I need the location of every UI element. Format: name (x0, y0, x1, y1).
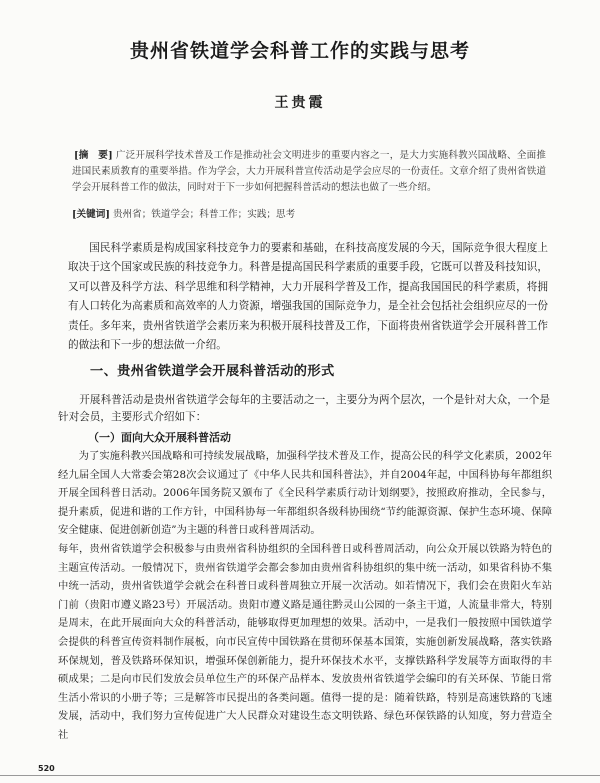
abstract-label: [摘 要] (74, 150, 113, 161)
intro-paragraph-block (68, 239, 548, 355)
article-author: 王贵霞 (274, 95, 326, 111)
intro-paragraph: 国民科学素质是构成国家科技竞争力的要素和基础，在科技高度发展的今天，国际竞争很大程度上取决于这个国家或民族的科技竞争力。科普是提高国民科学素质的重要手段，它既可以普及科技知识，又可以普及科学方法、科学思维和科学精神，大力开展科学普及工作，提高我国国民的科学素质，将拥有人口转化为高素质和高效率的人力资源，增强我国的国际竞争力，是全社会包括社会组织应尽的一份责任。多年来，贵州省铁道学会素历来为积极开展科技普及工作，下面将贵州省铁道学会开展科普工作的做法和下一步的想法做一介绍。 (68, 242, 548, 352)
abstract-text: 广泛开展科学技术普及工作是推动社会文明进步的重要内容之一，是大力实施科教兴国战略、全面推进国民素质教育的重要举措。作为学会，大力开展科普宣传活动是学会应尽的一份责任。文章介绍了贵州省铁道学会开展科普工作的做法，同时对于下一步如何把握科普活动的想法也做了一些介绍。 (72, 150, 546, 193)
keywords-label: [关键词] (72, 209, 110, 220)
subsection-heading: （一）面向大众开展科普活动 (88, 431, 231, 444)
section-heading: 一、贵州省铁道学会开展科普活动的形式 (90, 364, 335, 379)
body-paragraph: 为了实施科教兴国战略和可持续发展战略，加强科学技术普及工作，提高公民的科学文化素质，2002年经九届全国人大常委会第28次会议通过了《中华人民共和国科普法》，并自2004年起，中国科协每年都组织开展全国科普日活动。2006年国务院又颁布了《全民科学素质行动计划纲要》，按照政府推动，全民参与，提升素质，促进和谐的工作方针，中国科协每一年都组织各级科协围绕“节约能源资源、保护生态环境、保障安全健康、促进创新创造”为主题的科普日或科普周活动。 (58, 450, 552, 537)
section-intro-paragraph: 开展科普活动是贵州省铁道学会每年的主要活动之一，主要分为两个层次，一个是针对大众，一个是针对会员，主要形式介绍如下： (58, 394, 550, 423)
keywords-text: 贵州省；铁道学会；科普工作；实践；思考 (112, 209, 296, 220)
page-number: 520 (38, 764, 55, 773)
abstract-block (72, 148, 546, 196)
page-edge-line (0, 775, 600, 776)
article-title: 贵州省铁道学会科普工作的实践与思考 (129, 40, 470, 62)
subsection-body (58, 447, 552, 745)
body-paragraph: 每年，贵州省铁道学会积极参与由贵州省科协组织的全国科普日或科普周活动，向公众开展以铁路为特色的主题宣传活动。一般情况下，贵州省铁道学会都会参加由贵州省科协组织的集中统一活动，如果省科协不集中统一活动，贵州省铁道学会就会在科普日或科普周独立开展一次活动。如若情况下，我们会在贵阳火车站门前（贵阳市遵义路23号）开展活动。贵阳市遵义路是通往黔灵山公园的一条主干道，人流量非常大，特别是周末，在此开展面向大众的科普活动，能够取得更加理想的效果。活动中，一是我们一般按照中国铁道学会提供的科普宣传资料制作展板，向市民宣传中国铁路在贯彻环保基本国策，实施创新发展战略，落实铁路环保规划，普及铁路环保知识，增强环保创新能力，提升环保技术水平，支撑铁路科学发展等方面取得的丰硕成果；二是向市民们发放会员单位生产的环保产品样本、发放贵州省铁道学会编印的有关环保、节能日常生活小常识的小册子等；三是解答市民提出的各类问题。值得一提的是：随着铁路，特别是高速铁路的飞速发展，活动中，我们努力宣传促进广大人民群众对建设生态文明铁路、绿色环保铁路的认知度，努力营造全社 (58, 542, 552, 741)
section-intro-block (58, 392, 550, 425)
keywords-block (72, 207, 546, 223)
